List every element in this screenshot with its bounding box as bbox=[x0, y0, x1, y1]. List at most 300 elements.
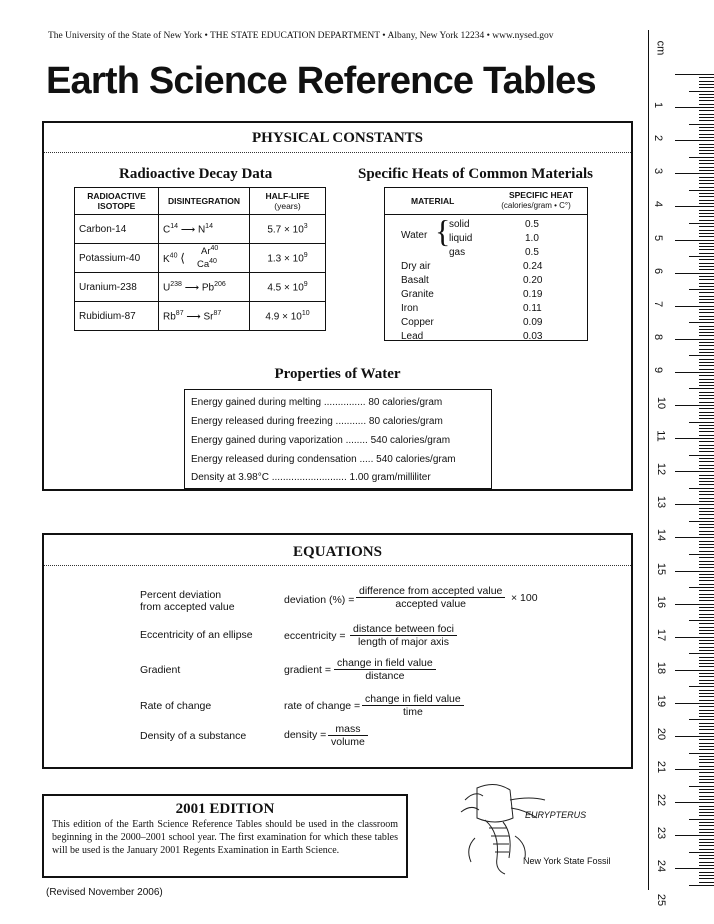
ruler-tick bbox=[699, 349, 714, 350]
ruler-tick bbox=[699, 180, 714, 181]
ruler-tick bbox=[689, 190, 714, 191]
ruler-tick bbox=[699, 690, 714, 691]
revised-note: (Revised November 2006) bbox=[46, 887, 163, 898]
water-properties-box bbox=[184, 389, 492, 489]
equation-label: Eccentricity of an ellipse bbox=[140, 629, 253, 641]
ruler-tick bbox=[699, 865, 714, 866]
ruler-tick bbox=[699, 643, 714, 644]
eurypterus-illustration bbox=[455, 778, 625, 878]
col-heat: SPECIFIC HEAT bbox=[508, 190, 574, 200]
ruler-label: 6 bbox=[652, 267, 665, 274]
ruler-label: 2 bbox=[652, 135, 665, 142]
ruler-tick bbox=[675, 571, 714, 572]
ruler-tick bbox=[699, 187, 714, 188]
ruler-tick bbox=[699, 676, 714, 677]
physical-constants-title: PHYSICAL CONSTANTS bbox=[251, 130, 423, 146]
ruler-label: 19 bbox=[655, 694, 668, 708]
ruler-tick bbox=[699, 739, 714, 740]
ruler-tick bbox=[699, 524, 714, 525]
ruler-tick bbox=[699, 882, 714, 883]
ruler-label: 13 bbox=[655, 496, 668, 509]
ruler-tick bbox=[699, 597, 714, 598]
ruler-tick bbox=[699, 97, 714, 98]
ruler-tick bbox=[699, 326, 714, 327]
ruler-tick bbox=[699, 309, 714, 310]
ruler-tick bbox=[699, 375, 714, 376]
equation-lhs: deviation (%) = bbox=[284, 594, 355, 606]
ruler-tick bbox=[699, 660, 714, 661]
ruler-tick bbox=[699, 425, 714, 426]
ruler-tick bbox=[689, 289, 714, 290]
ruler-label: 24 bbox=[655, 860, 668, 873]
water-row: Density at 3.98°C ........................... 1.00 gram/milliliter bbox=[191, 472, 431, 483]
ruler-tick bbox=[699, 382, 714, 383]
col-isotope: RADIOACTIVE ISOTOPE bbox=[75, 188, 159, 215]
ruler-tick bbox=[699, 812, 714, 813]
fossil-name: EURYPTERUS bbox=[525, 810, 587, 820]
ruler-tick bbox=[699, 379, 714, 380]
ruler-tick bbox=[699, 809, 714, 810]
ruler-tick bbox=[699, 650, 714, 651]
ruler-tick bbox=[699, 236, 714, 237]
ruler-tick bbox=[675, 372, 714, 373]
ruler-tick bbox=[699, 468, 714, 469]
ruler-tick bbox=[699, 845, 714, 846]
materials-list: Dry air Basalt Granite Iron Copper Lead bbox=[401, 261, 434, 342]
ruler-tick bbox=[699, 498, 714, 499]
ruler-tick bbox=[689, 554, 714, 555]
ruler-tick bbox=[675, 703, 714, 704]
physical-constants-box bbox=[42, 121, 633, 491]
ruler-tick bbox=[699, 203, 714, 204]
ruler-label: 15 bbox=[655, 562, 668, 575]
ruler-tick bbox=[699, 478, 714, 479]
ruler-tick bbox=[699, 511, 714, 512]
water-row: Energy released during freezing ........... 80 calories/gram bbox=[191, 416, 443, 427]
halflife: $1.3 \times 10^9$ bbox=[250, 244, 326, 273]
equation-fraction: change in field value time bbox=[362, 693, 464, 718]
ruler-tick bbox=[675, 240, 714, 241]
ruler-tick bbox=[689, 124, 714, 125]
ruler-tick bbox=[699, 431, 714, 432]
ruler-tick bbox=[699, 114, 714, 115]
ruler-tick bbox=[699, 614, 714, 615]
ruler-tick bbox=[699, 120, 714, 121]
ruler-tick bbox=[689, 322, 714, 323]
ruler-tick bbox=[675, 670, 714, 671]
ruler-label: 23 bbox=[655, 827, 668, 840]
ruler-tick bbox=[699, 127, 714, 128]
ruler-tick bbox=[699, 177, 714, 178]
ruler-tick bbox=[675, 173, 714, 174]
ruler-tick bbox=[699, 590, 714, 591]
arrow-icon: ⟶ bbox=[184, 282, 200, 294]
ruler-tick bbox=[699, 766, 714, 767]
ruler-label: 20 bbox=[655, 727, 668, 741]
ruler-tick bbox=[689, 223, 714, 224]
ruler-tick bbox=[699, 792, 714, 793]
arrow-icon: ⟶ bbox=[186, 311, 201, 323]
ruler-tick bbox=[699, 167, 714, 168]
ruler-tick bbox=[699, 772, 714, 773]
ruler-tick bbox=[675, 140, 714, 141]
ruler-tick bbox=[689, 819, 714, 820]
ruler-tick bbox=[699, 369, 714, 370]
table-row bbox=[75, 302, 326, 331]
ruler-tick bbox=[699, 564, 714, 565]
ruler-tick bbox=[699, 710, 714, 711]
ruler-tick bbox=[699, 299, 714, 300]
ruler-tick bbox=[699, 342, 714, 343]
ruler-tick bbox=[699, 94, 714, 95]
disintegration: $C^{14}$ ⟶ $N^{14}$ bbox=[159, 215, 250, 244]
ruler-tick bbox=[699, 706, 714, 707]
equation-fraction: change in field value distance bbox=[334, 657, 436, 682]
equation-lhs: eccentricity = bbox=[284, 630, 346, 642]
ruler-tick bbox=[699, 842, 714, 843]
ruler-tick bbox=[699, 352, 714, 353]
ruler-tick bbox=[699, 527, 714, 528]
divider bbox=[44, 152, 631, 153]
ruler-label: 25 bbox=[655, 893, 668, 906]
fork-arrow-icon: ⟨ bbox=[180, 251, 185, 265]
specific-heats-title: Specific Heats of Common Materials bbox=[358, 166, 593, 182]
ruler-tick bbox=[699, 484, 714, 485]
ruler-tick bbox=[699, 398, 714, 399]
ruler-unit: cm bbox=[654, 40, 667, 56]
table-row bbox=[75, 244, 326, 273]
halflife: $5.7 \times 10^3$ bbox=[250, 215, 326, 244]
ruler-tick bbox=[699, 150, 714, 151]
equation-label: Gradient bbox=[140, 664, 181, 676]
ruler-tick bbox=[699, 451, 714, 452]
fossil-caption: New York State Fossil bbox=[523, 856, 611, 866]
ruler-tick bbox=[699, 332, 714, 333]
ruler-tick bbox=[675, 868, 714, 869]
ruler-tick bbox=[699, 551, 714, 552]
ruler-tick bbox=[699, 849, 714, 850]
ruler-tick bbox=[699, 514, 714, 515]
table-row bbox=[75, 273, 326, 302]
ruler-tick bbox=[699, 312, 714, 313]
ruler-tick bbox=[699, 759, 714, 760]
ruler-tick bbox=[699, 418, 714, 419]
ruler-tick bbox=[699, 518, 714, 519]
ruler-label: 12 bbox=[655, 463, 668, 476]
ruler-tick bbox=[699, 249, 714, 250]
ruler-tick bbox=[699, 246, 714, 247]
divider bbox=[44, 565, 631, 566]
disintegration: $K^{40}$ ⟨ Ar$^{40}$ Ca$^{40}$ bbox=[159, 244, 250, 273]
ruler-tick bbox=[699, 723, 714, 724]
edition-title: 2001 EDITION bbox=[175, 801, 275, 817]
equation-fraction: distance between foci length of major axis bbox=[350, 623, 457, 648]
ruler-tick bbox=[699, 183, 714, 184]
ruler-label: 18 bbox=[655, 661, 668, 674]
ruler-tick bbox=[699, 130, 714, 131]
ruler-tick bbox=[699, 693, 714, 694]
ruler-tick bbox=[699, 640, 714, 641]
ruler-tick bbox=[699, 296, 714, 297]
ruler-tick bbox=[699, 435, 714, 436]
ruler-tick bbox=[699, 448, 714, 449]
ruler-tick bbox=[699, 829, 714, 830]
ruler-tick bbox=[699, 359, 714, 360]
ruler-tick bbox=[699, 815, 714, 816]
ruler-tick bbox=[699, 269, 714, 270]
ruler-tick bbox=[689, 157, 714, 158]
equation-lhs: rate of change = bbox=[284, 700, 361, 712]
ruler-label: 7 bbox=[652, 300, 665, 307]
ruler-tick bbox=[675, 438, 714, 439]
ruler-tick bbox=[699, 283, 714, 284]
edition-box bbox=[42, 794, 408, 878]
ruler-tick bbox=[675, 769, 714, 770]
ruler-tick bbox=[699, 362, 714, 363]
ruler-tick bbox=[689, 753, 714, 754]
ruler-tick bbox=[699, 144, 714, 145]
ruler-tick bbox=[675, 504, 714, 505]
ruler-tick bbox=[699, 716, 714, 717]
ruler-label: 17 bbox=[655, 628, 668, 641]
ruler-tick bbox=[689, 587, 714, 588]
radioactive-table bbox=[74, 187, 326, 331]
water-states: solid liquid gas bbox=[449, 219, 473, 258]
ruler-tick bbox=[689, 455, 714, 456]
ruler-tick bbox=[699, 541, 714, 542]
ruler-tick bbox=[699, 782, 714, 783]
ruler-tick bbox=[699, 862, 714, 863]
isotope-name: Potassium-40 bbox=[75, 244, 159, 273]
ruler-tick bbox=[699, 329, 714, 330]
ruler-tick bbox=[699, 700, 714, 701]
ruler-tick bbox=[699, 230, 714, 231]
ruler-tick bbox=[699, 292, 714, 293]
ruler-tick bbox=[699, 110, 714, 111]
ruler-tick bbox=[699, 567, 714, 568]
equations-title: EQUATIONS bbox=[293, 544, 382, 560]
ruler-tick bbox=[699, 302, 714, 303]
ruler-tick bbox=[699, 196, 714, 197]
equation-lhs: gradient = bbox=[284, 664, 331, 676]
cm-ruler bbox=[648, 30, 714, 906]
ruler-tick bbox=[699, 153, 714, 154]
ruler-tick bbox=[699, 465, 714, 466]
ruler-tick bbox=[699, 580, 714, 581]
ruler-tick bbox=[699, 680, 714, 681]
ruler-label: 8 bbox=[652, 333, 665, 340]
ruler-tick bbox=[699, 200, 714, 201]
ruler-tick bbox=[699, 392, 714, 393]
ruler-tick bbox=[699, 544, 714, 545]
edition-text: This edition of the Earth Science Reference Tables should be used in the classroom beginning in the 2000–2001 school year. The first examination for which these tables will be used is the January 2001 Regents Examination in Earth Science. bbox=[52, 819, 398, 856]
ruler-tick bbox=[689, 422, 714, 423]
ruler-tick bbox=[699, 163, 714, 164]
radioactive-title: Radioactive Decay Data bbox=[119, 166, 273, 182]
ruler-tick bbox=[699, 415, 714, 416]
ruler-tick bbox=[689, 91, 714, 92]
ruler-tick bbox=[689, 786, 714, 787]
ruler-tick bbox=[699, 276, 714, 277]
ruler-tick bbox=[689, 355, 714, 356]
ruler-tick bbox=[675, 604, 714, 605]
ruler-tick bbox=[699, 345, 714, 346]
water-row: Energy gained during vaporization ........ 540 calories/gram bbox=[191, 435, 451, 446]
ruler-tick bbox=[699, 147, 714, 148]
ruler-tick bbox=[699, 547, 714, 548]
heat-header bbox=[385, 188, 587, 215]
ruler-tick bbox=[699, 441, 714, 442]
ruler-tick bbox=[699, 81, 714, 82]
ruler-tick bbox=[675, 74, 714, 75]
ruler-tick bbox=[699, 729, 714, 730]
ruler-tick bbox=[699, 574, 714, 575]
ruler-tick bbox=[699, 796, 714, 797]
ruler-label: 9 bbox=[652, 366, 665, 373]
ruler-tick bbox=[689, 256, 714, 257]
ruler-tick bbox=[699, 762, 714, 763]
ruler-tick bbox=[699, 617, 714, 618]
ruler-tick bbox=[699, 461, 714, 462]
ruler-tick bbox=[689, 488, 714, 489]
ruler-tick bbox=[689, 719, 714, 720]
ruler-tick bbox=[699, 210, 714, 211]
ruler-tick bbox=[699, 508, 714, 509]
ruler-tick bbox=[699, 584, 714, 585]
ruler-tick bbox=[675, 835, 714, 836]
ruler-tick bbox=[699, 243, 714, 244]
ruler-label: 16 bbox=[655, 595, 668, 608]
disintegration: Rb$^{87}$ ⟶ Sr$^{87}$ bbox=[159, 302, 250, 331]
ruler-tick bbox=[699, 259, 714, 260]
ruler-tick bbox=[699, 365, 714, 366]
ruler-label: 5 bbox=[652, 234, 665, 241]
disintegration: $U^{238}$ ⟶ Pb$^{206}$ bbox=[159, 273, 250, 302]
ruler-tick bbox=[689, 686, 714, 687]
ruler-tick bbox=[699, 872, 714, 873]
ruler-tick bbox=[699, 134, 714, 135]
ruler-tick bbox=[699, 385, 714, 386]
ruler-tick bbox=[699, 286, 714, 287]
isotope-name: Uranium-238 bbox=[75, 273, 159, 302]
ruler-label: 10 bbox=[655, 396, 668, 410]
ruler-tick bbox=[675, 339, 714, 340]
isotope-name: Carbon-14 bbox=[75, 215, 159, 244]
ruler-tick bbox=[699, 746, 714, 747]
ruler-tick bbox=[699, 633, 714, 634]
col-heat-unit: (calories/gram • C°) bbox=[501, 201, 571, 210]
ruler-tick bbox=[699, 825, 714, 826]
ruler-tick bbox=[699, 577, 714, 578]
ruler-tick bbox=[699, 806, 714, 807]
ruler-tick bbox=[699, 494, 714, 495]
ruler-tick bbox=[675, 802, 714, 803]
ruler-tick bbox=[699, 335, 714, 336]
ruler-tick bbox=[699, 696, 714, 697]
ruler-tick bbox=[699, 875, 714, 876]
equation-fraction: difference from accepted value accepted value bbox=[356, 585, 505, 610]
isotope-name: Rubidium-87 bbox=[75, 302, 159, 331]
ruler-tick bbox=[699, 445, 714, 446]
ruler-tick bbox=[699, 213, 714, 214]
ruler-label: 22 bbox=[655, 794, 668, 807]
equation-label: Rate of change bbox=[140, 700, 212, 712]
ruler-tick bbox=[699, 77, 714, 78]
ruler-tick bbox=[699, 428, 714, 429]
ruler-tick bbox=[699, 832, 714, 833]
ruler-tick bbox=[675, 306, 714, 307]
ruler-tick bbox=[689, 885, 714, 886]
ruler-tick bbox=[699, 84, 714, 85]
ruler-tick bbox=[699, 726, 714, 727]
ruler-tick bbox=[699, 713, 714, 714]
ruler-tick bbox=[689, 521, 714, 522]
ruler-tick bbox=[699, 534, 714, 535]
page-title: Earth Science Reference Tables bbox=[46, 60, 596, 102]
equation-label: Percent deviation from accepted value bbox=[140, 589, 235, 613]
ruler-tick bbox=[675, 471, 714, 472]
ruler-tick bbox=[699, 193, 714, 194]
ruler-tick bbox=[675, 273, 714, 274]
ruler-tick bbox=[699, 789, 714, 790]
equation-fraction: mass volume bbox=[328, 723, 368, 748]
ruler-tick bbox=[675, 537, 714, 538]
ruler-tick bbox=[699, 170, 714, 171]
ruler-tick bbox=[699, 501, 714, 502]
brace-icon: { bbox=[435, 213, 451, 249]
ruler-tick bbox=[699, 878, 714, 879]
ruler-tick bbox=[699, 491, 714, 492]
ruler-tick bbox=[699, 561, 714, 562]
col-disintegration: DISINTEGRATION bbox=[159, 188, 250, 215]
ruler-tick bbox=[699, 458, 714, 459]
ruler-label: 21 bbox=[655, 760, 668, 774]
ruler-tick bbox=[699, 799, 714, 800]
ruler-tick bbox=[699, 481, 714, 482]
equation-label: Density of a substance bbox=[140, 730, 247, 742]
equation-lhs: density = bbox=[284, 729, 327, 741]
ruler-tick bbox=[699, 100, 714, 101]
ruler-tick bbox=[699, 756, 714, 757]
ruler-tick bbox=[689, 620, 714, 621]
ruler-tick bbox=[699, 683, 714, 684]
ruler-label: 3 bbox=[652, 168, 665, 175]
ruler-tick bbox=[699, 316, 714, 317]
ruler-tick bbox=[699, 623, 714, 624]
ruler-tick bbox=[689, 653, 714, 654]
ruler-tick bbox=[699, 822, 714, 823]
equation-suffix: × 100 bbox=[511, 592, 538, 604]
ruler-tick bbox=[699, 160, 714, 161]
ruler-tick bbox=[699, 395, 714, 396]
equations-box bbox=[42, 533, 633, 769]
ruler-tick bbox=[699, 673, 714, 674]
ruler-tick bbox=[699, 87, 714, 88]
water-properties-title: Properties of Water bbox=[274, 366, 401, 382]
ruler-tick bbox=[675, 206, 714, 207]
heat-values-list: 0.24 0.20 0.19 0.11 0.09 0.03 bbox=[523, 261, 543, 342]
ruler-tick bbox=[699, 839, 714, 840]
ruler-tick bbox=[699, 475, 714, 476]
institution-line: The University of the State of New York • THE STATE EDUCATION DEPARTMENT • Albany, New York 12234 • www.nysed.gov bbox=[48, 31, 554, 41]
ruler-tick bbox=[699, 743, 714, 744]
ruler-tick bbox=[699, 279, 714, 280]
halflife: $4.9 \times 10^{10}$ bbox=[250, 302, 326, 331]
ruler-tick bbox=[699, 594, 714, 595]
water-values: 0.5 1.0 0.5 bbox=[525, 219, 539, 258]
ruler-tick bbox=[699, 733, 714, 734]
ruler-tick bbox=[675, 107, 714, 108]
